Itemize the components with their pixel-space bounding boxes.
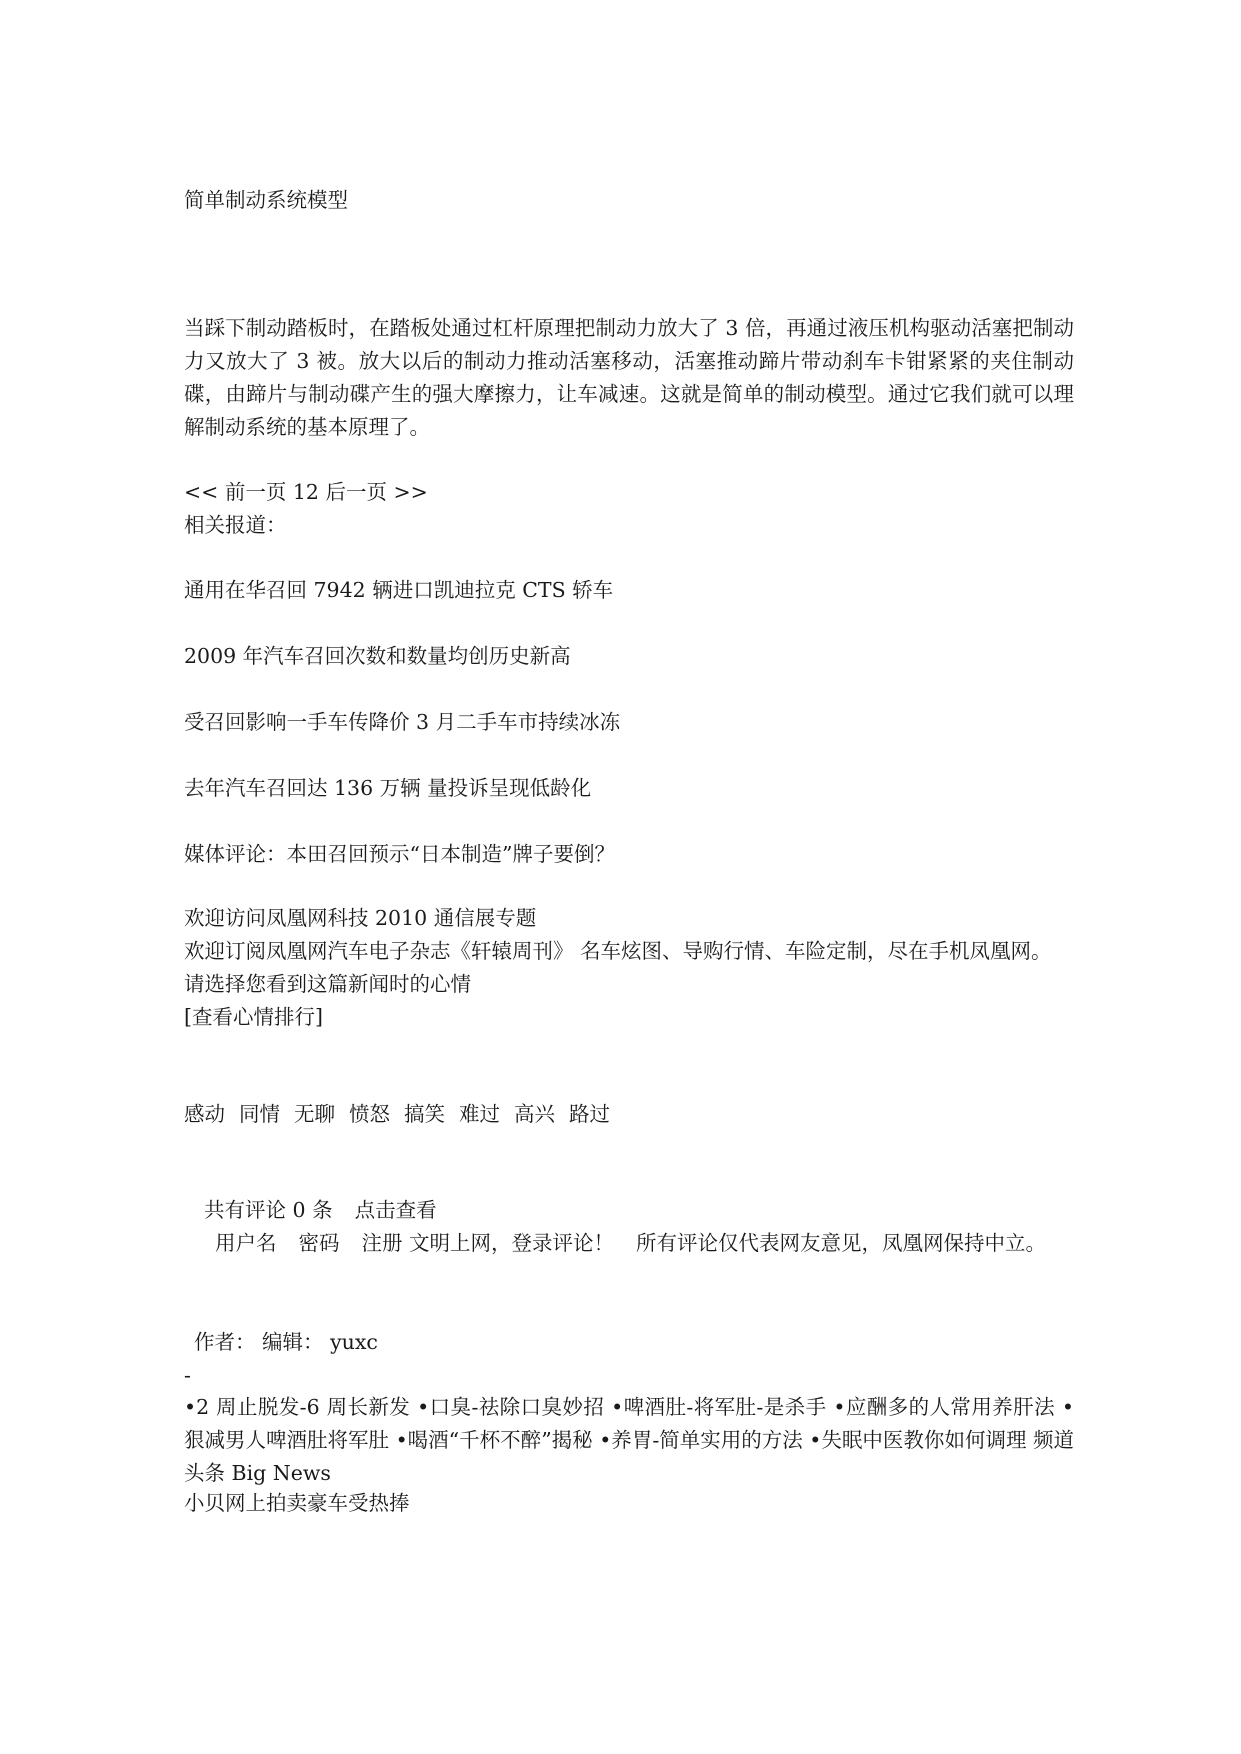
mood-option-moved[interactable]: 感动 [184,1102,225,1126]
promo-magazine-link[interactable]: 欢迎订阅凤凰网汽车电子杂志《轩辕周刊》 名车炫图、导购行情、车险定制，尽在手机凤凰网。 [184,939,1052,963]
related-report-link[interactable]: 去年汽车召回达 136 万辆 量投诉呈现低龄化 [184,776,592,800]
mood-option-sad[interactable]: 难过 [459,1102,500,1126]
mood-option-funny[interactable]: 搞笑 [404,1102,445,1126]
view-comments-link[interactable]: 点击查看 [354,1198,437,1222]
mood-option-sympathy[interactable]: 同情 [239,1102,280,1126]
username-label[interactable]: 用户名 [215,1231,277,1255]
register-link[interactable]: 注册 [361,1231,403,1255]
health-hot-links[interactable]: •2 周止脱发-6 周长新发 •口臭-祛除口臭妙招 •啤酒肚-将军肚-是杀手 •应酬多的人常用养肝法 •狠减男人啤酒肚将军肚 •喝酒“千杯不醉”揭秘 •养胃-简单实用的方法 •失眠中医教你如何调理 频道头条 Big News [184,1395,1074,1485]
comment-section [184,1194,1074,1260]
article-body-paragraph: 当踩下制动踏板时，在踏板处通过杠杆原理把制动力放大了 3 倍，再通过液压机构驱动活塞把制动力又放大了 3 被。放大以后的制动力推动活塞移动，活塞推动蹄片带动刹车卡钳紧紧的夹住制动碟，由蹄片与制动碟产生的强大摩擦力，让车减速。这就是简单的制动模型。通过它我们就可以理解制动系统的基本原理了。 [184,316,1074,439]
headline-link[interactable]: 小贝网上拍卖豪车受热捧 [184,1491,410,1515]
comment-disclaimer: 所有评论仅代表网友意见，凤凰网保持中立。 [636,1231,1047,1255]
editor-name: yuxc [330,1330,378,1354]
related-report-link[interactable]: 受召回影响一手车传降价 3 月二手车市持续冰冻 [184,710,621,734]
related-reports-heading: 相关报道： [184,513,287,537]
comment-count-row [184,1194,1074,1227]
comment-count: 共有评论 0 条 [204,1198,333,1222]
related-report-link[interactable]: 通用在华召回 7942 辆进口凯迪拉克 CTS 轿车 [184,578,614,602]
promo-block [184,902,1074,1034]
mood-option-happy[interactable]: 高兴 [514,1102,555,1126]
mood-options [184,1098,624,1131]
civil-notice: 文明上网，登录评论！ [409,1231,615,1255]
password-label[interactable]: 密码 [298,1231,340,1255]
editor-label: 编辑： [262,1330,324,1354]
related-report-link[interactable]: 媒体评论：本田召回预示“日本制造”牌子要倒？ [184,842,615,866]
related-reports-list [184,574,620,904]
byline [194,1326,378,1359]
promo-expo-link[interactable]: 欢迎访问凤凰网科技 2010 通信展专题 [184,906,537,930]
mood-option-angry[interactable]: 愤怒 [349,1102,390,1126]
author-label: 作者： [194,1330,256,1354]
comment-login-row [184,1227,1074,1260]
mood-option-passing[interactable]: 路过 [569,1102,610,1126]
mood-option-bored[interactable]: 无聊 [294,1102,335,1126]
mood-prompt: 请选择您看到这篇新闻时的心情 [184,972,471,996]
pagination[interactable]: << 前一页 12 后一页 >> [184,480,428,504]
mood-ranking-link[interactable]: [查看心情排行] [184,1005,323,1029]
separator-dash: - [184,1363,191,1387]
article-title: 简单制动系统模型 [184,188,348,212]
related-report-link[interactable]: 2009 年汽车召回次数和数量均创历史新高 [184,644,571,668]
